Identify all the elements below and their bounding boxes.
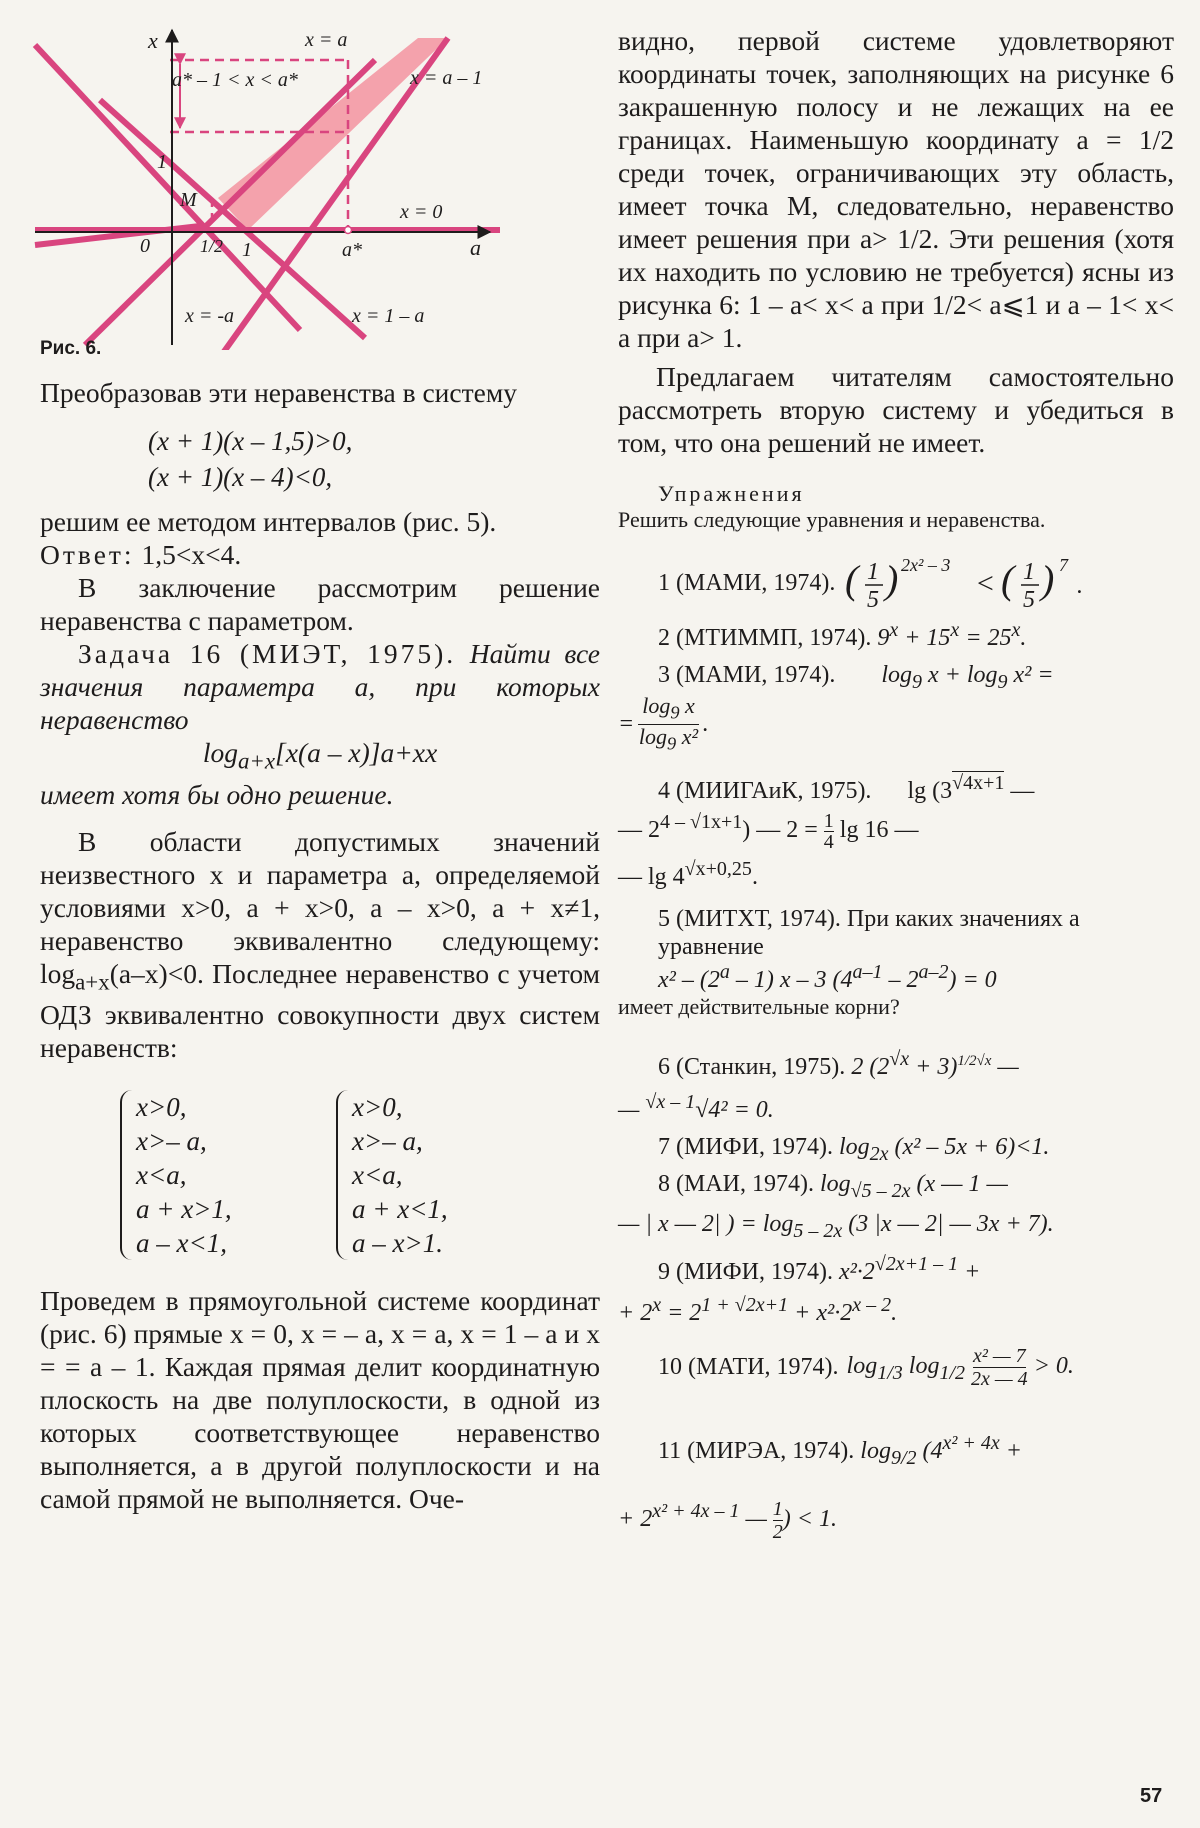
- system-1-line: (x + 1)(x – 1,5)>0,: [148, 426, 353, 456]
- paragraph-5: Проведем в прямоугольной системе координат (рис. 6) прямые x = 0, x = – a, x = a, x = 1 – a и x = = a – 1. Каждая прямая делит координатную плоскость на две полуплоскости, в одной из которых соответствующее неравенство выполняется, а в другой полуплоскости и на самой прямой не выполняется. Оче-: [40, 1285, 600, 1514]
- answer-value: 1,5<x<4.: [141, 539, 242, 570]
- system-b: [336, 1090, 502, 1260]
- paragraph-r1: видно, первой системе удовлетворяют координаты точек, заполняющих на рисунке 6 закрашенную полосу и не лежащих на ее границах. Наименьшую координату a = 1/2 среди точек, ограничивающих эту область, имеет точка M, следовательно, неравенство имеет решения при a> 1/2. Эти решения (хотя их находить по условию не требуется) ясны из рисунка 6: 1 – a< x< a при 1/2< a⩽1 и a – 1< x< a при a> 1.: [618, 25, 1174, 353]
- exercise-7-formula: $\log_{2x} (x^2 - 5x + 6)<1$.: [838, 1133, 1050, 1165]
- exercises-intro: Решить следующие уравнения и неравенства.: [618, 507, 1046, 532]
- label-a-star: a*: [342, 239, 362, 261]
- task-tail: имеет хотя бы одно решение.: [40, 778, 394, 810]
- exercise-label: 8 (МАИ, 1974).: [658, 1171, 814, 1198]
- exercise-9-line2: + $2^x = 2^{1 + √2x+1} + x^2\cdot 2^{x - 2}$.: [618, 1293, 898, 1326]
- svg-text:1: 1: [867, 559, 880, 585]
- svg-text:2x² – 3: 2x² – 3: [901, 555, 951, 575]
- label-x-axis: x: [148, 28, 158, 53]
- exercise-2-formula: $9^x + 15^x = 25^x$.: [877, 619, 1027, 651]
- svg-text:(: (: [1001, 557, 1015, 602]
- system-b-line: a – x>1.: [352, 1228, 443, 1258]
- task-label: Задача 16 (МИЭТ, 1975).: [78, 638, 457, 669]
- answer-label: Ответ:: [40, 539, 135, 570]
- exercise-label: 2 (МТИММП, 1974).: [658, 625, 872, 651]
- exercise-3-formula: $\log_9 x + \log_9 x^2$ =: [881, 662, 1054, 693]
- paragraph-4: В области допустимых значений неизвестного x и параметра a, определяемой условиями x>0, a + x>0, a – x>0, a + x≠1, неравенство эквивалентно следующему: $\log_{a+x}(a-x)<0$. Последнее неравенство с учетом ОДЗ эквивалентно совокупности двух систем неравенств:: [40, 825, 600, 1063]
- exercise-10: [618, 1345, 1174, 1390]
- paragraph-1: Преобразовав эти неравенства в систему: [40, 377, 517, 408]
- exercise-5-tail: имеет действительные корни?: [618, 993, 900, 1019]
- exercise-8-line2: — | x — 2| ) = $\log_{5 - 2x} (3$ |x — 2| — 3x + 7).: [618, 1211, 1054, 1242]
- exercise-label: 11 (МИРЭА, 1974).: [658, 1437, 855, 1464]
- paragraph-3: В заключение рассмотрим решение неравенства с параметром.: [40, 572, 600, 636]
- system-a: [120, 1090, 296, 1260]
- exercise-2: [618, 619, 1174, 652]
- system-b-line: x>0,: [352, 1092, 403, 1122]
- svg-text:(: (: [845, 557, 859, 602]
- exercise-8-formula: $\log_{√5 - 2x} (x$ — 1 —: [820, 1171, 1008, 1203]
- label-x-eq-a-minus-1: x = a – 1: [410, 67, 483, 89]
- exercise-label: 9 (МИФИ, 1974).: [658, 1258, 833, 1285]
- label-x-eq-1-minus-a: x = 1 – a: [352, 305, 425, 327]
- system-b-line: x>– a,: [352, 1126, 423, 1156]
- system-a-line: a – x<1,: [136, 1228, 227, 1258]
- exercise-6-line2: — $^{√x - 1}$√4² = 0.: [618, 1090, 774, 1123]
- system-a-line: x<a,: [136, 1160, 187, 1190]
- figure-caption: Рис. 6.: [40, 338, 102, 359]
- svg-text:): ): [1041, 557, 1055, 602]
- label-half: 1/2: [200, 236, 224, 256]
- task-16: [40, 637, 600, 736]
- exercise-1-formula: [845, 555, 1095, 611]
- label-one-y: 1: [157, 151, 167, 173]
- exercise-label: 1 (МАМИ, 1974).: [658, 569, 836, 596]
- exercise-5: [618, 905, 1174, 961]
- exercise-label: 7 (МИФИ, 1974).: [658, 1133, 833, 1160]
- svg-text:.: .: [1077, 573, 1084, 599]
- label-x-eq-minus-a: x = -a: [185, 305, 235, 327]
- exercise-9-formula: $x^2\cdot 2^{√2x+1 - 1}$ +: [838, 1252, 981, 1285]
- exercise-9: [618, 1253, 1174, 1286]
- svg-text:1: 1: [1023, 559, 1036, 585]
- system-b-line: x<a,: [352, 1160, 403, 1190]
- svg-text:5: 5: [1023, 587, 1036, 611]
- exercise-label: 5 (МИТХТ, 1974). При каких значениях a уравнение: [658, 905, 1080, 960]
- figure-6: [30, 20, 510, 350]
- label-M: M: [180, 189, 197, 211]
- exercise-4-formula-a: $\lg (3^{√4x+1}$ —: [907, 771, 1035, 804]
- system-a-line: a + x>1,: [136, 1194, 232, 1224]
- label-x-eq-a: x = a: [305, 29, 348, 51]
- exercises-title: Упражнения: [658, 481, 805, 506]
- label-interval: a* – 1 < x < a*: [172, 69, 298, 91]
- system-a-line: x>0,: [136, 1092, 187, 1122]
- answer: [40, 538, 600, 571]
- paragraph-r2: Предлагаем читателям самостоятельно рассмотреть вторую систему и убедиться в том, что она решений не имеет.: [618, 361, 1174, 458]
- exercise-label: 6 (Станкин, 1975).: [658, 1053, 846, 1080]
- label-one-x: 1: [242, 239, 252, 261]
- exercise-8: [618, 1171, 1174, 1203]
- exercise-4-line3: — $\lg 4^{√x+0,25}$.: [618, 857, 758, 890]
- exercise-3: [618, 662, 1174, 694]
- paragraph-2: решим ее методом интервалов (рис. 5).: [40, 506, 497, 537]
- exercise-4: [618, 772, 1174, 805]
- exercise-11: [618, 1432, 1174, 1470]
- page-number: 57: [1140, 1785, 1163, 1807]
- exercise-11-line2: + $2^{x^2 + 4x - 1}$ — $\frac{1}{2}$ ) < 1.: [618, 1497, 837, 1543]
- left-column: [40, 376, 600, 1515]
- svg-text:5: 5: [867, 587, 880, 611]
- exercise-1: [618, 555, 1174, 611]
- exercise-10-formula: $\log_{1/3} \log_{1/2}$ $\frac{\text{x² — 7}}{2x — 4}$ > 0.: [846, 1344, 1074, 1390]
- svg-text:<: <: [975, 567, 996, 600]
- svg-text:7: 7: [1059, 555, 1069, 575]
- label-a-axis: a: [470, 235, 481, 260]
- exercise-4-line2: — $2^{4 - √1x+1}$) — 2 = $\frac{1}{4}$ lg 16 —: [618, 809, 919, 853]
- label-x-eq-0: x = 0: [400, 201, 443, 223]
- right-column: [618, 24, 1174, 1543]
- exercise-label: 3 (МАМИ, 1974).: [658, 662, 836, 688]
- task-formula: $\log_{a+x}[x(a - x)]a+xx$: [202, 737, 438, 774]
- system-1-line: (x + 1)(x – 4)<0,: [148, 462, 333, 492]
- system-1: [148, 423, 600, 495]
- system-a-line: x>– a,: [136, 1126, 207, 1156]
- exercise-7: [618, 1134, 1174, 1166]
- exercise-label: 10 (МАТИ, 1974).: [658, 1353, 839, 1380]
- label-origin: 0: [140, 235, 150, 257]
- task-text: Найти все значения параметра a, при которых неравенство: [40, 638, 600, 735]
- system-b-line: a + x<1,: [352, 1194, 448, 1224]
- exercise-6: [618, 1048, 1174, 1081]
- exercise-11-formula: $\log_{9/2} (4^{x^2 + 4x}$ +: [860, 1431, 1022, 1469]
- exercise-6-formula: 2 $(2^{√x} + 3)^{1/2√x}$ —: [851, 1047, 1019, 1080]
- exercise-label: 4 (МИИГАиК, 1975).: [658, 777, 872, 804]
- exercise-5-equation: x² – (2$^a$ – 1) x – 3 $(4^{a-1} - 2^{a-2}) = 0$: [658, 960, 997, 993]
- systems-pair: [120, 1090, 600, 1260]
- exercise-3-fraction: = $\frac{\log_9 x}{\log_9 x^2}$ .: [618, 692, 709, 754]
- svg-text:): ): [885, 557, 899, 602]
